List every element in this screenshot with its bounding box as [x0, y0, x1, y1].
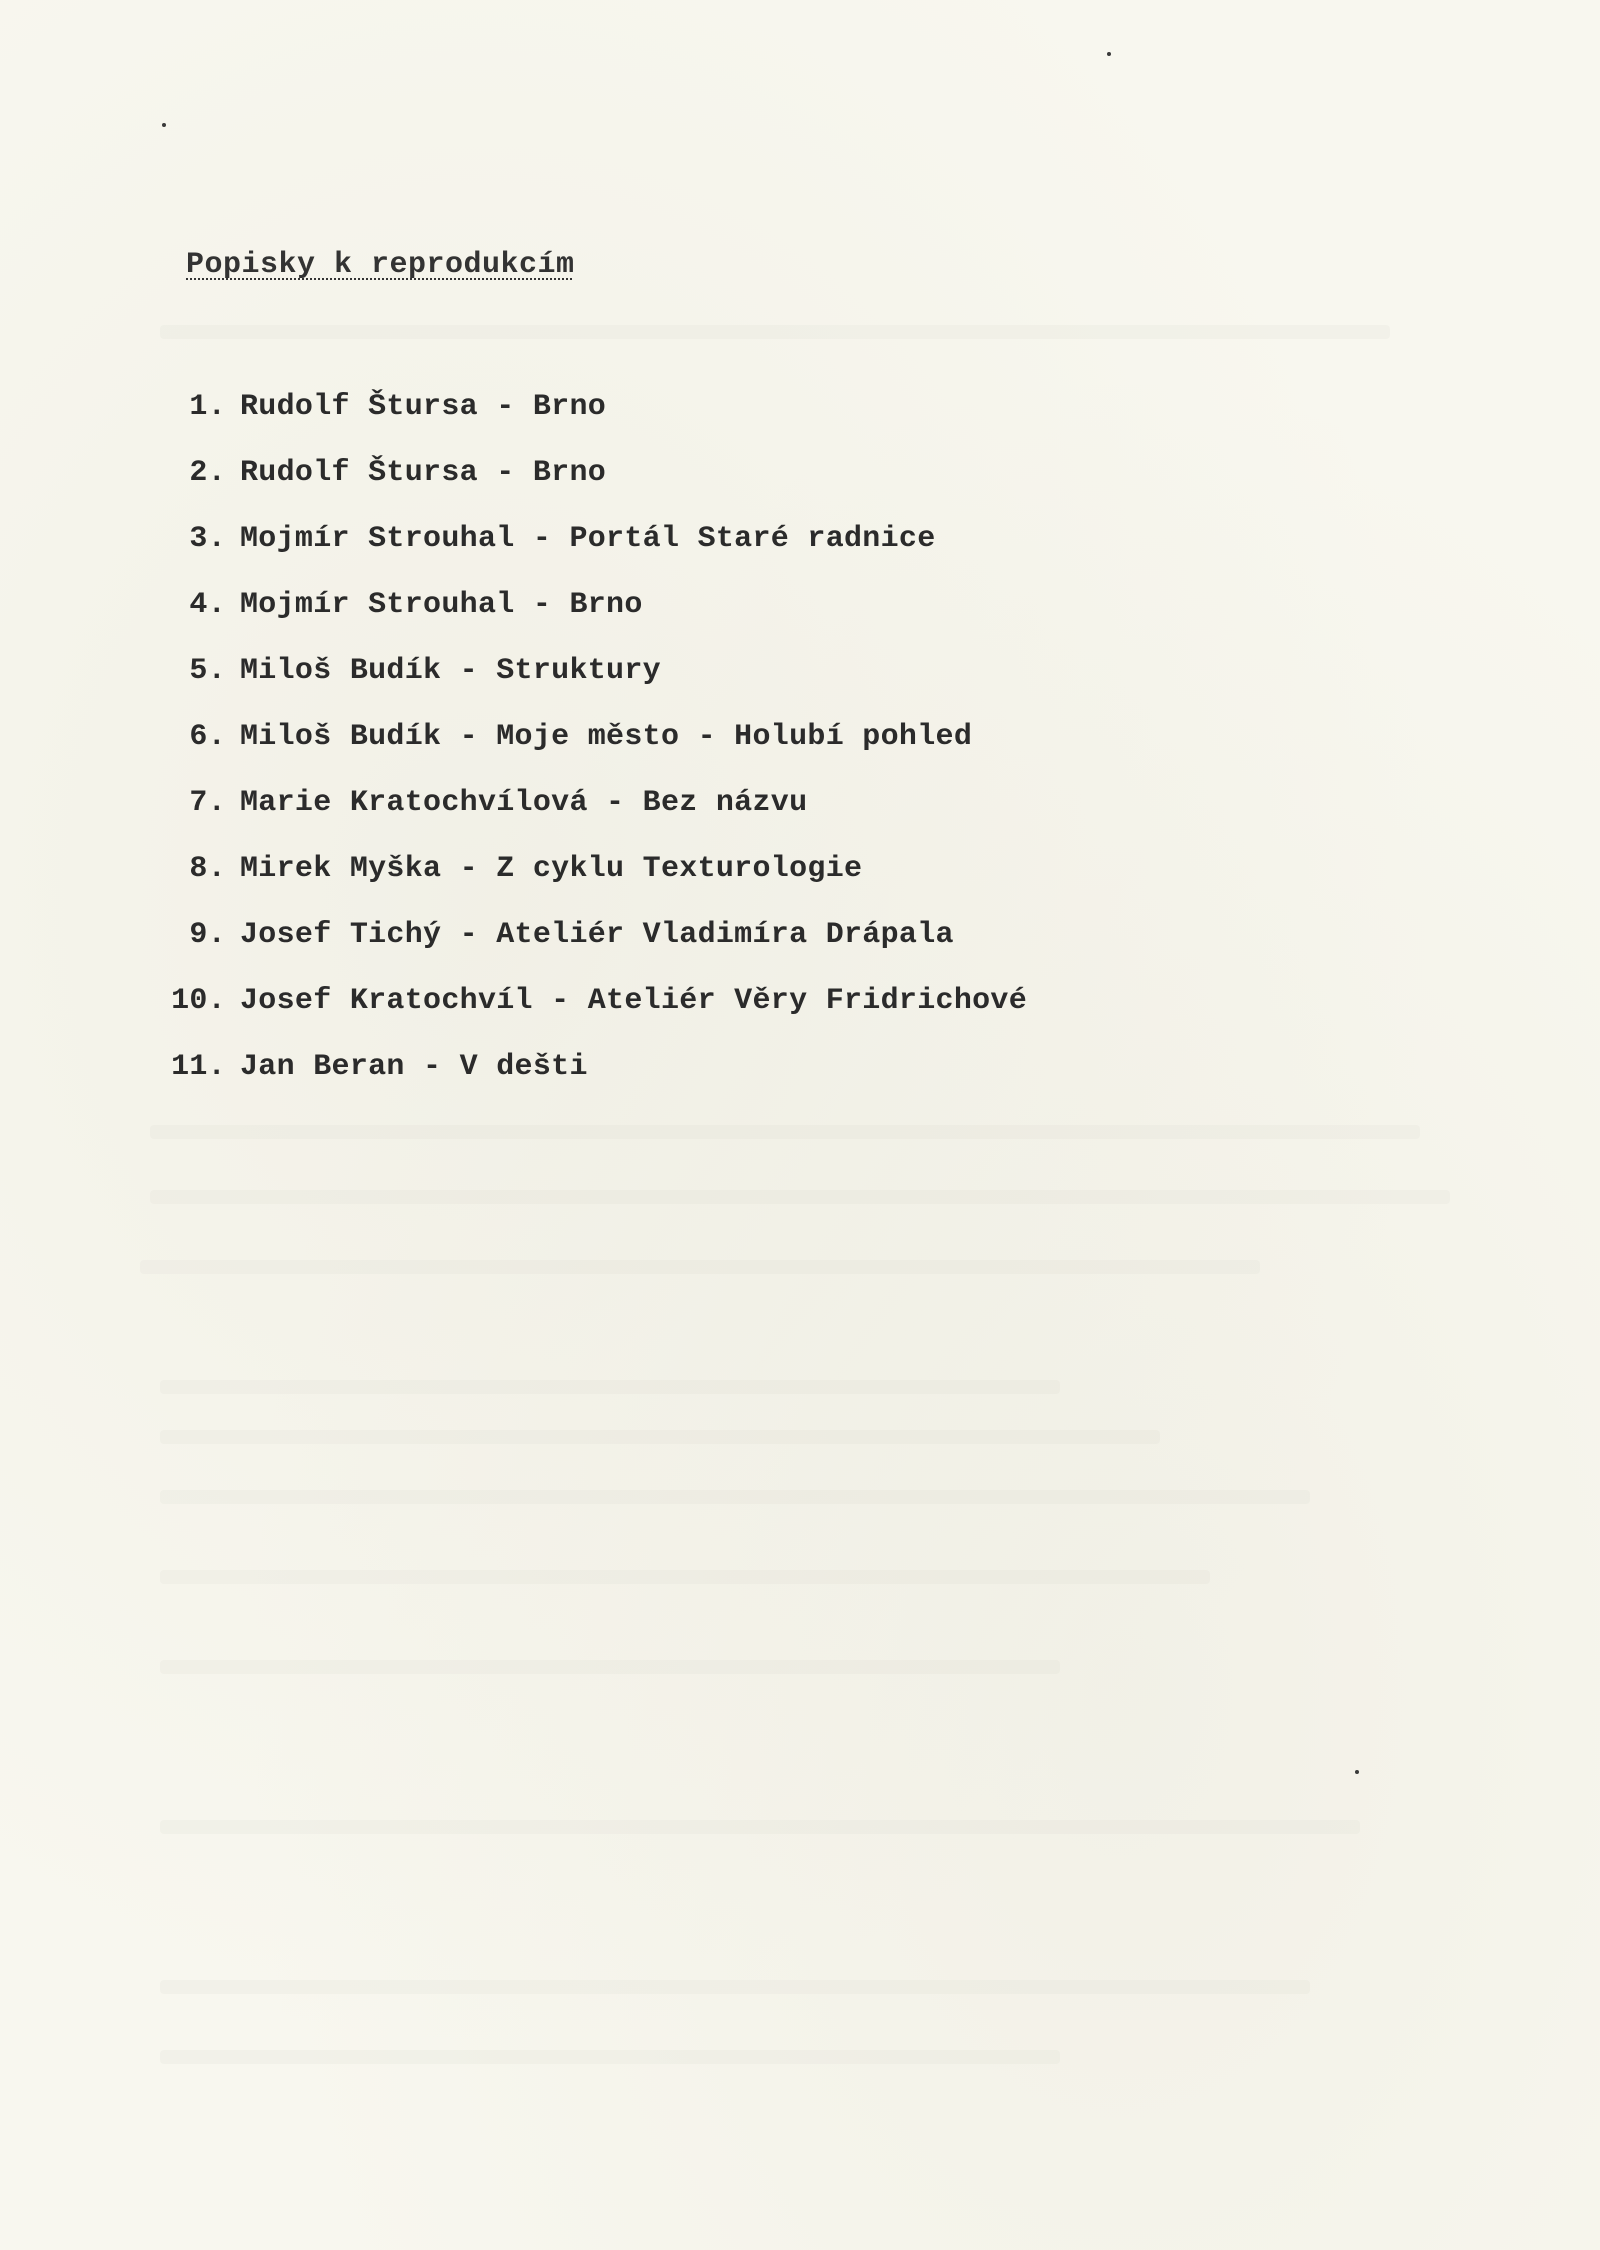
item-number: 3. [189, 522, 226, 556]
item-text: Josef Kratochvíl - Ateliér Věry Fridrichové [240, 984, 1028, 1018]
show-through-line [160, 1570, 1210, 1584]
list-item [150, 1050, 1027, 1116]
show-through-line [160, 1430, 1160, 1444]
item-text: Marie Kratochvílová - Bez názvu [240, 786, 808, 820]
item-text: Rudolf Štursa - Brno [240, 456, 607, 490]
item-number: 9. [189, 918, 226, 952]
list-item [150, 654, 1027, 720]
show-through-line [160, 1820, 1360, 1834]
page-title: Popisky k reprodukcím [186, 248, 575, 282]
item-text: Mojmír Strouhal - Portál Staré radnice [240, 522, 936, 556]
caption-list [150, 390, 1027, 1116]
list-item [150, 852, 1027, 918]
show-through-line [160, 1980, 1310, 1994]
item-number: 1. [189, 390, 226, 424]
show-through-line [150, 1190, 1450, 1204]
show-through-line [160, 1380, 1060, 1394]
item-text: Rudolf Štursa - Brno [240, 390, 607, 424]
show-through-line [160, 2050, 1060, 2064]
item-number: 6. [189, 720, 226, 754]
dust-speck [1355, 1770, 1359, 1774]
list-item [150, 588, 1027, 654]
item-text: Mojmír Strouhal - Brno [240, 588, 643, 622]
item-number: 7. [189, 786, 226, 820]
dust-speck [162, 123, 166, 127]
item-text: Miloš Budík - Struktury [240, 654, 661, 688]
item-number: 2. [189, 456, 226, 490]
list-item [150, 786, 1027, 852]
item-number: 4. [189, 588, 226, 622]
item-text: Mirek Myška - Z cyklu Texturologie [240, 852, 863, 886]
list-item [150, 984, 1027, 1050]
list-item [150, 456, 1027, 522]
item-text: Miloš Budík - Moje město - Holubí pohled [240, 720, 973, 754]
show-through-line [160, 325, 1390, 339]
item-number: 10. [171, 984, 226, 1018]
item-text: Jan Beran - V dešti [240, 1050, 588, 1084]
show-through-line [140, 1260, 1260, 1274]
show-through-line [160, 1490, 1310, 1504]
show-through-line [160, 1660, 1060, 1674]
list-item [150, 390, 1027, 456]
item-text: Josef Tichý - Ateliér Vladimíra Drápala [240, 918, 954, 952]
item-number: 5. [189, 654, 226, 688]
item-number: 8. [189, 852, 226, 886]
list-item [150, 522, 1027, 588]
item-number: 11. [171, 1050, 226, 1084]
show-through-line [150, 1125, 1420, 1139]
list-item [150, 720, 1027, 786]
dust-speck [1107, 52, 1111, 56]
list-item [150, 918, 1027, 984]
